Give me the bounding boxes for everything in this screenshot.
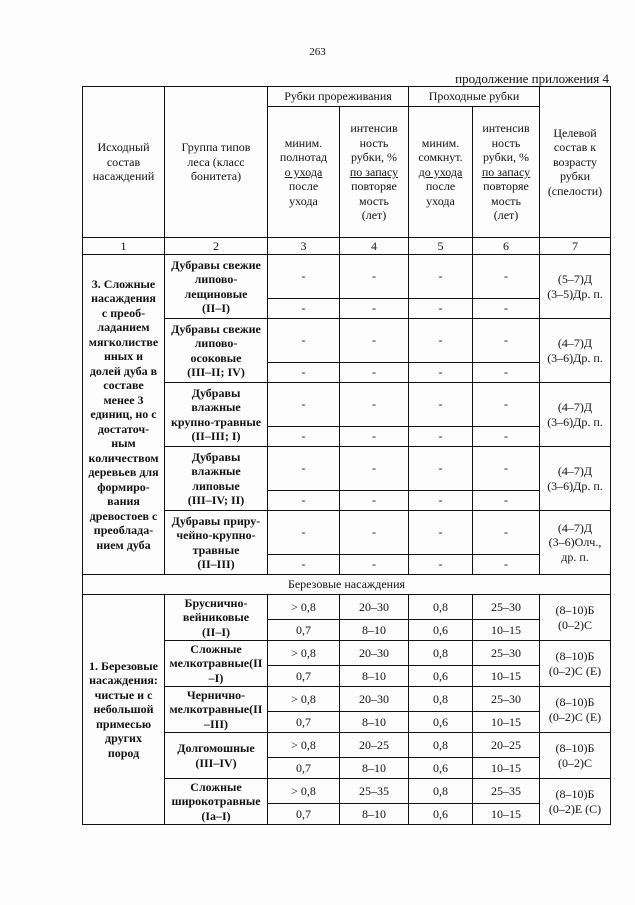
text-line: липово- xyxy=(194,336,238,350)
forest-group-cell xyxy=(165,641,268,687)
value-cell-4: 8–10 xyxy=(340,758,409,779)
column-number-2: 2 xyxy=(165,238,268,255)
value-cell-4: - xyxy=(340,491,409,511)
forest-group-cell xyxy=(165,447,268,511)
text-line: рубки, % xyxy=(482,150,530,165)
text-line: (лет) xyxy=(493,208,519,223)
text-line: Долгомошные xyxy=(177,741,255,755)
text-line: влажные xyxy=(191,400,241,414)
forest-group-cell xyxy=(165,687,268,733)
value-cell-5: 0,8 xyxy=(409,779,473,804)
text-line: (II–III; I) xyxy=(191,429,241,443)
value-cell-4: 20–30 xyxy=(340,641,409,666)
value-cell-4: 25–35 xyxy=(340,779,409,804)
value-cell-6: 10–15 xyxy=(473,666,540,687)
text-line: нных и xyxy=(103,349,144,364)
value-cell-3: > 0,8 xyxy=(268,641,340,666)
value-cell-3: 0,7 xyxy=(268,804,340,825)
text-line: повторяе xyxy=(351,179,397,194)
text-line: Дубравы свежие xyxy=(171,321,261,336)
col-forest-group-header xyxy=(165,87,268,238)
value-cell-6: 10–15 xyxy=(473,712,540,733)
text-line: мягколистве xyxy=(88,334,159,349)
text-line: (Ia–I) xyxy=(201,808,231,823)
text-line: Исходный xyxy=(97,140,150,155)
value-cell-6: 25–35 xyxy=(473,779,540,804)
text-line: состав xyxy=(106,154,141,169)
value-cell-3: - xyxy=(268,511,340,555)
value-cell-3: > 0,8 xyxy=(268,733,340,758)
value-cell-3: - xyxy=(268,319,340,363)
text-line: (3–5)Др. п. xyxy=(547,286,603,301)
text-line: Сложные xyxy=(190,779,242,794)
value-cell-3: 0,7 xyxy=(268,666,340,687)
text-line: возрасту xyxy=(552,154,598,169)
value-cell-4: - xyxy=(340,299,409,319)
text-line: после xyxy=(425,179,456,194)
value-cell-6: - xyxy=(473,555,540,575)
value-cell-6: - xyxy=(473,447,540,491)
value-cell-5: 0,8 xyxy=(409,687,473,712)
col-source-header xyxy=(83,87,165,238)
text-line: травные xyxy=(192,542,240,557)
value-cell-6: - xyxy=(473,511,540,555)
text-line: Дубравы xyxy=(191,385,241,400)
text-line: (III–IV) xyxy=(195,755,237,770)
value-cell-5: - xyxy=(409,491,473,511)
column-number-1: 1 xyxy=(83,238,165,255)
text-line: леса (класс xyxy=(187,154,245,169)
value-cell-5: 0,6 xyxy=(409,666,473,687)
text-line: долей дуба в xyxy=(89,363,158,378)
subheader-col4 xyxy=(340,107,409,238)
value-cell-4: 20–30 xyxy=(340,687,409,712)
text-line: о ухода xyxy=(284,164,323,179)
value-cell-4: 8–10 xyxy=(340,620,409,641)
value-cell-4: - xyxy=(340,255,409,299)
forest-group-cell xyxy=(165,779,268,825)
text-line: влажные xyxy=(191,464,241,478)
value-cell-3: - xyxy=(268,383,340,427)
value-cell-5: - xyxy=(409,447,473,491)
forest-group-cell xyxy=(165,319,268,383)
value-cell-3: - xyxy=(268,491,340,511)
text-line: состав к xyxy=(553,140,597,155)
text-line: (3–6)Олч., xyxy=(548,535,602,550)
text-line: (8–10)Б xyxy=(555,695,595,709)
value-cell-5: 0,6 xyxy=(409,758,473,779)
source-composition-cell xyxy=(83,595,165,825)
table-row xyxy=(83,255,611,299)
value-cell-3: > 0,8 xyxy=(268,687,340,712)
text-line: с преоб- xyxy=(101,305,146,320)
value-cell-4: - xyxy=(340,319,409,363)
value-cell-3: 0,7 xyxy=(268,758,340,779)
text-line: миним. xyxy=(421,135,460,150)
text-line: (4–7)Д xyxy=(557,520,593,535)
text-line: (4–7)Д xyxy=(557,464,593,478)
text-line: (5–7)Д xyxy=(557,272,593,286)
value-cell-3: 0,7 xyxy=(268,712,340,733)
subheader-col6 xyxy=(473,107,540,238)
target-composition-cell xyxy=(540,255,611,319)
page-number: 263 xyxy=(309,46,326,58)
text-line: вания xyxy=(107,494,140,509)
text-line: (3–6)Др. п. xyxy=(547,350,603,365)
target-composition-cell xyxy=(540,641,611,687)
text-line: единиц, но с xyxy=(90,407,157,422)
text-line: Группа типов xyxy=(181,140,251,155)
value-cell-6: 25–30 xyxy=(473,595,540,620)
target-composition-cell xyxy=(540,595,611,641)
value-cell-4: - xyxy=(340,383,409,427)
text-line: сомкнут. xyxy=(418,150,463,165)
value-cell-5: 0,8 xyxy=(409,595,473,620)
text-line: (II–III) xyxy=(197,557,235,571)
target-composition-cell xyxy=(540,447,611,511)
text-line: (8–10)Б xyxy=(555,603,595,617)
text-line: деревьев для xyxy=(88,465,159,480)
text-line: ность xyxy=(359,135,389,150)
text-line: (лет) xyxy=(361,208,387,223)
target-composition-cell xyxy=(540,511,611,575)
subheader-col3 xyxy=(268,107,340,238)
value-cell-5: - xyxy=(409,299,473,319)
text-line: насаждения xyxy=(91,291,156,306)
text-line: интенсив xyxy=(350,121,398,136)
text-line: нием дуба xyxy=(96,537,151,552)
text-line: формиро- xyxy=(97,479,150,494)
value-cell-6: 25–30 xyxy=(473,641,540,666)
text-line: до ухода xyxy=(418,164,463,179)
text-line: липовые xyxy=(192,478,240,493)
text-line: достаточ- xyxy=(97,421,150,436)
value-cell-5: - xyxy=(409,555,473,575)
value-cell-6: - xyxy=(473,299,540,319)
text-line: рубки, % xyxy=(350,150,398,165)
text-line: составе xyxy=(103,378,144,393)
text-line: (0–2)С xyxy=(558,755,592,770)
section-title-birch: Березовые насаждения xyxy=(83,575,611,595)
text-line: (3–6)Др. п. xyxy=(547,414,603,429)
text-line: ность xyxy=(491,135,521,150)
text-line: Дубравы xyxy=(191,449,241,464)
text-line: (III–IV; II) xyxy=(187,493,245,507)
column-number-7: 7 xyxy=(540,238,611,255)
value-cell-5: 0,6 xyxy=(409,804,473,825)
text-line: (8–10)Б xyxy=(555,741,595,755)
text-line: ухода xyxy=(289,193,318,208)
text-line: интенсив xyxy=(482,121,530,136)
text-line: менее 3 xyxy=(103,392,144,407)
text-line: (0–2)С (Е) xyxy=(548,663,602,678)
text-line: 1. Березовые xyxy=(89,658,158,673)
table-row xyxy=(83,595,611,620)
value-cell-3: - xyxy=(268,363,340,383)
forest-group-cell xyxy=(165,511,268,575)
value-cell-5: - xyxy=(409,319,473,363)
text-line: вейниковые xyxy=(182,610,250,625)
forest-group-cell xyxy=(165,595,268,641)
text-line: мелкотравные(II xyxy=(169,656,263,671)
text-line: полнотад xyxy=(279,150,328,165)
value-cell-6: - xyxy=(473,427,540,447)
text-line: широкотравные xyxy=(171,794,261,809)
table-row xyxy=(83,238,611,255)
value-cell-5: 0,6 xyxy=(409,712,473,733)
column-number-6: 6 xyxy=(473,238,540,255)
value-cell-3: - xyxy=(268,255,340,299)
text-line: количеством xyxy=(88,450,159,465)
table-row xyxy=(83,87,611,107)
value-cell-6: 10–15 xyxy=(473,804,540,825)
value-cell-5: - xyxy=(409,427,473,447)
value-cell-6: 25–30 xyxy=(473,687,540,712)
value-cell-4: 8–10 xyxy=(340,666,409,687)
text-line: –I) xyxy=(208,670,224,685)
continuation-label: продолжение приложения 4 xyxy=(455,71,609,86)
text-line: (4–7)Д xyxy=(557,336,593,350)
text-line: (3–6)Др. п. xyxy=(547,478,603,493)
column-number-4: 4 xyxy=(340,238,409,255)
text-line: (II–I) xyxy=(201,624,230,639)
value-cell-6: - xyxy=(473,491,540,511)
value-cell-6: - xyxy=(473,319,540,363)
column-number-3: 3 xyxy=(268,238,340,255)
forest-group-cell xyxy=(165,383,268,447)
value-cell-6: 20–25 xyxy=(473,733,540,758)
text-line: –III) xyxy=(203,716,228,731)
col-target-header xyxy=(540,87,611,238)
text-line: небольшой xyxy=(93,702,154,717)
text-line: ладанием xyxy=(97,320,150,335)
text-line: других xyxy=(105,731,142,746)
text-line: насаждений xyxy=(92,169,155,184)
target-composition-cell xyxy=(540,319,611,383)
text-line: (4–7)Д xyxy=(557,400,593,414)
value-cell-3: - xyxy=(268,299,340,319)
value-cell-6: 10–15 xyxy=(473,620,540,641)
text-line: Целевой xyxy=(553,125,597,140)
text-line: лещиновые xyxy=(184,286,248,301)
text-line: рубки xyxy=(559,169,591,184)
subheader-col5 xyxy=(409,107,473,238)
text-line: мость xyxy=(491,193,521,208)
text-line: крупно-травные xyxy=(170,414,262,429)
value-cell-4: - xyxy=(340,427,409,447)
text-line: Бруснично- xyxy=(184,595,248,610)
text-line: древостоев с xyxy=(89,508,158,523)
text-line: 3. Сложные xyxy=(91,276,156,291)
value-cell-4: - xyxy=(340,447,409,491)
text-line: Дубравы свежие xyxy=(171,257,261,272)
value-cell-3: > 0,8 xyxy=(268,779,340,804)
text-line: Сложные xyxy=(190,641,242,656)
text-line: ухода xyxy=(426,193,455,208)
value-cell-3: - xyxy=(268,555,340,575)
target-composition-cell xyxy=(540,383,611,447)
value-cell-4: 8–10 xyxy=(340,712,409,733)
text-line: по запасу xyxy=(481,164,531,179)
value-cell-5: 0,8 xyxy=(409,733,473,758)
text-line: повторяе xyxy=(483,179,529,194)
text-line: Дубравы приру- xyxy=(171,513,261,528)
text-line: (8–10)Б xyxy=(555,649,595,663)
text-line: примесью xyxy=(96,716,151,731)
target-composition-cell xyxy=(540,687,611,733)
value-cell-4: - xyxy=(340,511,409,555)
value-cell-6: - xyxy=(473,363,540,383)
value-cell-5: - xyxy=(409,383,473,427)
text-line: насаждения: xyxy=(89,673,158,688)
value-cell-4: 20–30 xyxy=(340,595,409,620)
text-line: Чернично- xyxy=(186,687,246,702)
source-composition-cell xyxy=(83,255,165,575)
text-line: мость xyxy=(359,193,389,208)
value-cell-4: - xyxy=(340,363,409,383)
text-line: (0–2)С (Е) xyxy=(548,709,602,724)
value-cell-5: - xyxy=(409,255,473,299)
value-cell-5: - xyxy=(409,511,473,555)
value-cell-3: - xyxy=(268,427,340,447)
text-line: др. п. xyxy=(561,549,589,564)
text-line: ным xyxy=(111,436,136,451)
target-composition-cell xyxy=(540,779,611,825)
group-thinning-header: Рубки прореживания xyxy=(268,87,409,107)
value-cell-4: - xyxy=(340,555,409,575)
value-cell-3: > 0,8 xyxy=(268,595,340,620)
text-line: липово- xyxy=(194,272,238,286)
target-composition-cell xyxy=(540,733,611,779)
value-cell-6: - xyxy=(473,383,540,427)
text-line: миним. xyxy=(284,135,323,150)
text-line: преоблада- xyxy=(93,523,154,538)
value-cell-6: - xyxy=(473,255,540,299)
text-line: чейно-крупно- xyxy=(176,528,256,542)
value-cell-4: 8–10 xyxy=(340,804,409,825)
forest-care-table xyxy=(82,86,611,825)
value-cell-6: 10–15 xyxy=(473,758,540,779)
text-line: после xyxy=(288,179,319,194)
text-line: (III–II; IV) xyxy=(187,365,245,379)
forest-group-cell xyxy=(165,733,268,779)
text-line: (0–2)С xyxy=(558,617,592,632)
text-line: бонитета) xyxy=(190,169,242,184)
text-line: (8–10)Б xyxy=(555,787,595,801)
text-line: осоковые xyxy=(190,350,242,365)
group-passing-header: Проходные рубки xyxy=(409,87,540,107)
text-line: (спелости) xyxy=(547,183,603,198)
value-cell-3: - xyxy=(268,447,340,491)
value-cell-5: 0,6 xyxy=(409,620,473,641)
value-cell-4: 20–25 xyxy=(340,733,409,758)
forest-group-cell xyxy=(165,255,268,319)
text-line: (II–I) xyxy=(201,301,230,315)
text-line: пород xyxy=(107,745,140,760)
value-cell-3: 0,7 xyxy=(268,620,340,641)
column-number-5: 5 xyxy=(409,238,473,255)
value-cell-5: 0,8 xyxy=(409,641,473,666)
value-cell-5: - xyxy=(409,363,473,383)
text-line: по запасу xyxy=(349,164,399,179)
text-line: мелкотравные(II xyxy=(169,702,263,717)
text-line: чистые и с xyxy=(94,687,153,702)
table-row xyxy=(83,575,611,595)
text-line: (0–2)Е (С) xyxy=(548,801,602,816)
